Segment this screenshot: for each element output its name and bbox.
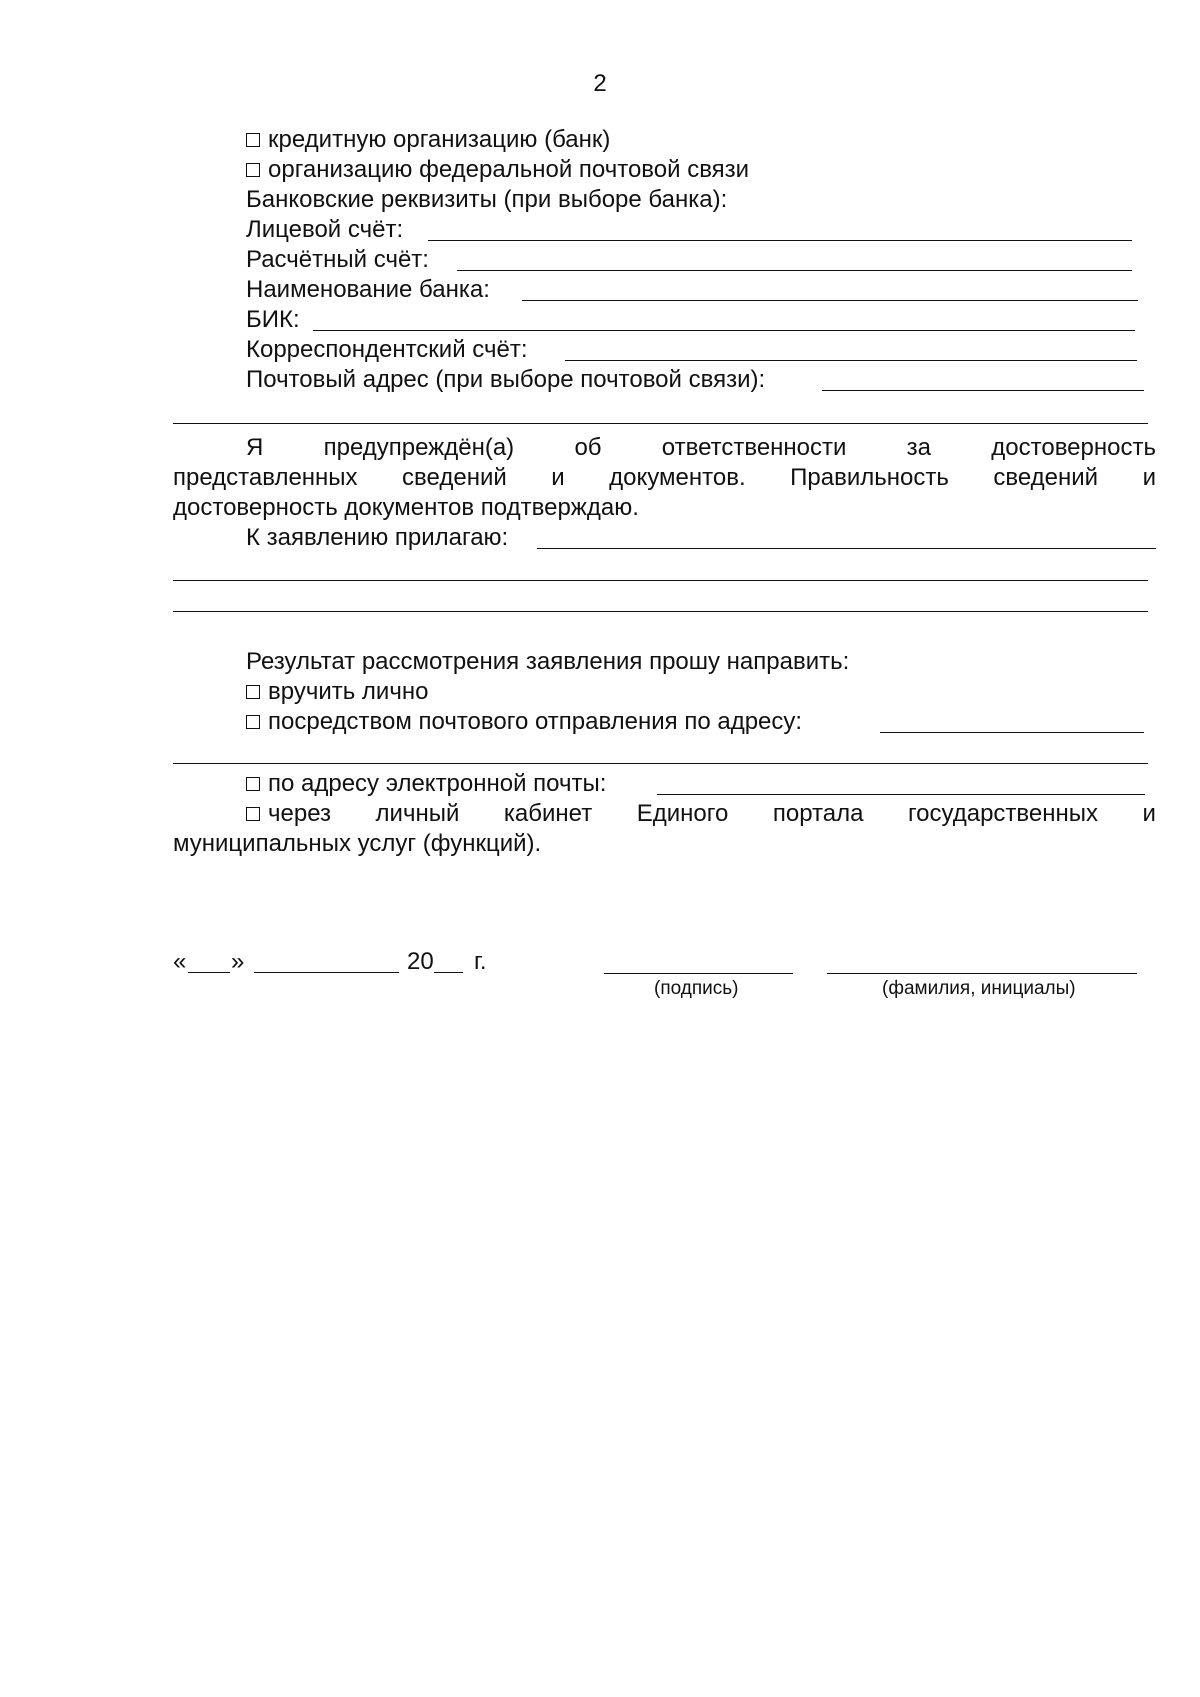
checkbox-in-person[interactable]: [246, 685, 260, 699]
declaration-word: Я: [246, 434, 264, 461]
signature-caption: (подпись): [654, 978, 739, 999]
personal-account-field[interactable]: [428, 240, 1132, 241]
checkbox-bank[interactable]: [246, 133, 260, 147]
postal-address-field-line2[interactable]: [173, 423, 1148, 424]
declaration-word: представленных: [173, 464, 358, 491]
postal-address-field[interactable]: [822, 390, 1144, 391]
settlement-account-field[interactable]: [457, 270, 1132, 271]
correspondent-account-label: Корреспондентский счёт:: [246, 336, 528, 363]
portal-word: личный: [375, 800, 460, 827]
correspondent-account-field[interactable]: [565, 360, 1137, 361]
portal-word: портала: [772, 800, 864, 827]
date-open-quote: «: [173, 948, 187, 975]
declaration-line3: достоверность документов подтверждаю.: [173, 494, 639, 521]
declaration-line1: [246, 433, 1156, 463]
bank-details-heading: Банковские реквизиты (при выборе банка):: [246, 186, 728, 213]
signature-field[interactable]: [604, 973, 793, 974]
option-in-person[interactable]: [246, 677, 428, 707]
declaration-word: сведений: [402, 464, 507, 491]
checkbox-post[interactable]: [246, 163, 260, 177]
by-post-address-field-line2[interactable]: [173, 763, 1148, 764]
settlement-account-label: Расчётный счёт:: [246, 246, 429, 273]
declaration-word: документов.: [609, 464, 746, 491]
portal-word: кабинет: [503, 800, 593, 827]
portal-word: Единого: [636, 800, 729, 827]
option-bank[interactable]: [246, 125, 610, 155]
option-by-post[interactable]: [246, 707, 802, 737]
page-number: 2: [593, 70, 607, 97]
declaration-word: за: [906, 434, 932, 461]
attachments-field[interactable]: [537, 548, 1156, 549]
date-year-field[interactable]: [434, 972, 463, 973]
declaration-word: об: [574, 434, 602, 461]
result-delivery-heading: Результат рассмотрения заявления прошу направить:: [246, 648, 850, 675]
portal-word: и: [1142, 800, 1156, 827]
option-post-label: организацию федеральной почтовой связи: [268, 156, 750, 183]
attachments-field-line2[interactable]: [173, 580, 1148, 581]
bank-name-field[interactable]: [522, 300, 1138, 301]
date-day-field[interactable]: [188, 972, 230, 973]
date-close-quote: »: [231, 948, 245, 975]
option-by-post-label: посредством почтового отправления по адресу:: [268, 708, 803, 735]
option-by-email-label: по адресу электронной почты:: [268, 770, 607, 797]
email-address-field[interactable]: [657, 794, 1145, 795]
portal-word: государственных: [907, 800, 1099, 827]
bik-field[interactable]: [313, 330, 1135, 331]
personal-account-label: Лицевой счёт:: [246, 216, 404, 243]
name-initials-field[interactable]: [827, 973, 1137, 974]
declaration-word: ответственности: [661, 434, 847, 461]
option-portal-first: [246, 799, 331, 829]
name-initials-caption: (фамилия, инициалы): [882, 978, 1076, 999]
checkbox-portal[interactable]: [246, 807, 260, 821]
option-in-person-label: вручить лично: [268, 678, 429, 705]
option-portal-line2: муниципальных услуг (функций).: [173, 830, 542, 857]
by-post-address-field[interactable]: [880, 732, 1144, 733]
portal-word: через: [268, 800, 332, 827]
declaration-word: и: [1142, 464, 1156, 491]
attachments-field-line3[interactable]: [173, 611, 1148, 612]
declaration-word: предупреждён(а): [323, 434, 515, 461]
postal-address-label: Почтовый адрес (при выборе почтовой связи):: [246, 366, 766, 393]
checkbox-by-email[interactable]: [246, 777, 260, 791]
checkbox-by-post[interactable]: [246, 715, 260, 729]
declaration-word: достоверность: [991, 434, 1156, 461]
date-month-field[interactable]: [254, 972, 399, 973]
option-post[interactable]: [246, 155, 749, 185]
date-year-suffix: г.: [474, 948, 487, 975]
option-by-email[interactable]: [246, 769, 606, 799]
declaration-word: и: [551, 464, 565, 491]
bik-label: БИК:: [246, 306, 300, 333]
attachments-label: К заявлению прилагаю:: [246, 524, 509, 551]
declaration-word: сведений: [993, 464, 1099, 491]
declaration-word: Правильность: [790, 464, 949, 491]
option-bank-label: кредитную организацию (банк): [268, 126, 611, 153]
date-year-prefix: 20: [407, 948, 434, 975]
bank-name-label: Наименование банка:: [246, 276, 490, 303]
declaration-line2: [173, 463, 1156, 493]
option-portal[interactable]: [246, 799, 1156, 829]
